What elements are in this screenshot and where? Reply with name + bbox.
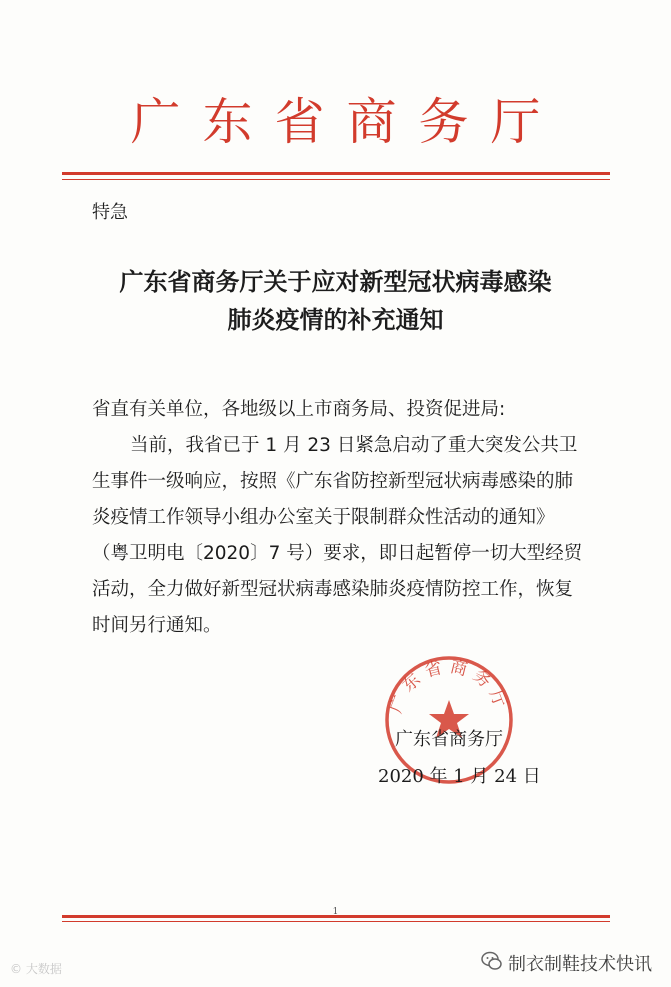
body-line-2: 生事件一级响应，按照《广东省防控新型冠状病毒感染的肺 xyxy=(92,471,574,492)
body-line-1: 当前，我省已于 1 月 23 日紧急启动了重大突发公共卫 xyxy=(130,435,578,456)
letterhead-title: 广东省商务厅 xyxy=(130,93,563,151)
seal-text: 广东省商务厅 xyxy=(386,656,512,717)
wechat-icon xyxy=(480,949,504,973)
body-line-5: 活动，全力做好新型冠状病毒感染肺炎疫情防控工作，恢复 xyxy=(92,579,574,600)
body-line-3: 炎疫情工作领导小组办公室关于限制群众性活动的通知》 xyxy=(92,507,555,528)
footer-rule-thin xyxy=(62,921,610,922)
body-line-4: （粤卫明电〔2020〕7 号）要求，即日起暂停一切大型经贸 xyxy=(92,543,583,564)
document-title-line2: 肺炎疫情的补充通知 xyxy=(227,306,444,334)
body-line-6: 时间另行通知。 xyxy=(92,615,222,636)
signature-org: 广东省商务厅 xyxy=(395,729,503,750)
page-number: 1 xyxy=(332,907,339,917)
letterhead-rule xyxy=(62,172,610,175)
watermark-right: 制衣制鞋技术快讯 xyxy=(508,954,652,975)
recipients-line: 省直有关单位，各地级以上市商务局、投资促进局: xyxy=(92,399,506,420)
signature-date: 2020 年 1 月 24 日 xyxy=(378,766,541,787)
urgency-label: 特急 xyxy=(92,202,128,223)
watermark-left: © 大数据 xyxy=(10,962,62,976)
letterhead-rule-thin xyxy=(62,179,610,180)
document-title-line1: 广东省商务厅关于应对新型冠状病毒感染 xyxy=(119,268,552,296)
